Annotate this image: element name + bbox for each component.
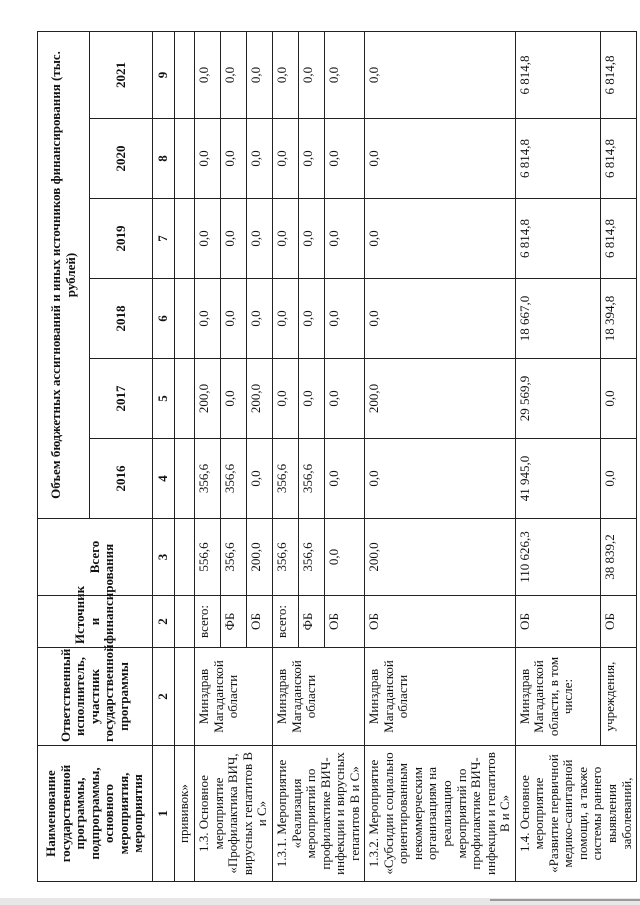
value-cell: 0,0 bbox=[325, 279, 365, 359]
column-number: 7 bbox=[153, 199, 175, 279]
executor-cell: Минздрав Магаданской области bbox=[195, 648, 273, 746]
source-cell: ФБ bbox=[299, 596, 325, 648]
value-cell: 356,6 bbox=[299, 439, 325, 519]
program-name-cell: 1.3.2. Мероприятие «Субсидии социально ориентированным некоммерческим организациям на реализацию мероприятий по профилактике ВИЧ-инфекции и гепатитов В и С» bbox=[365, 746, 515, 882]
header-year: 2021 bbox=[90, 32, 153, 119]
column-number: 3 bbox=[153, 519, 175, 596]
value-cell: 0,0 bbox=[325, 199, 365, 279]
header-year: 2016 bbox=[90, 439, 153, 519]
value-cell: 0,0 bbox=[273, 32, 299, 119]
source-cell: ОБ bbox=[515, 596, 600, 648]
value-cell: 556,6 bbox=[195, 519, 221, 596]
header-volume: Объем бюджетных ассигнований и иных источников финансирования (тыс. рублей) bbox=[38, 32, 90, 519]
continuation-cell: прививок» bbox=[175, 746, 195, 882]
value-cell: 356,6 bbox=[273, 439, 299, 519]
value-cell: 0,0 bbox=[247, 279, 273, 359]
value-cell: 200,0 bbox=[247, 519, 273, 596]
value-cell: 0,0 bbox=[600, 439, 636, 519]
header-year: 2017 bbox=[90, 359, 153, 439]
value-cell: 0,0 bbox=[299, 32, 325, 119]
value-cell: 0,0 bbox=[221, 279, 247, 359]
program-name-cell: 1.3. Основное мероприятие «Профилактика ВИЧ, вирусных гепатитов В и С» bbox=[195, 746, 273, 882]
value-cell: 0,0 bbox=[247, 32, 273, 119]
value-cell: 0,0 bbox=[325, 519, 365, 596]
value-cell: 0,0 bbox=[365, 119, 515, 199]
value-cell: 0,0 bbox=[325, 32, 365, 119]
source-cell: ОБ bbox=[365, 596, 515, 648]
column-number: 5 bbox=[153, 359, 175, 439]
value-cell: 0,0 bbox=[221, 359, 247, 439]
value-cell: 18 667,0 bbox=[515, 279, 600, 359]
value-cell: 0,0 bbox=[600, 359, 636, 439]
value-cell: 41 945,0 bbox=[515, 439, 600, 519]
value-cell: 0,0 bbox=[365, 439, 515, 519]
header-name: Наименование государственной программы, подпрограммы, основного мероприятия, мероприятия bbox=[38, 746, 153, 882]
header-source: Источник и финансирования bbox=[38, 596, 153, 648]
value-cell: 0,0 bbox=[299, 119, 325, 199]
executor-cell: Минздрав Магаданской области bbox=[273, 648, 365, 746]
value-cell: 0,0 bbox=[273, 359, 299, 439]
column-number: 2 bbox=[153, 648, 175, 746]
value-cell: 0,0 bbox=[221, 119, 247, 199]
value-cell: 0,0 bbox=[221, 199, 247, 279]
value-cell: 0,0 bbox=[195, 32, 221, 119]
value-cell: 0,0 bbox=[325, 119, 365, 199]
header-year: 2020 bbox=[90, 119, 153, 199]
executor-cell: Минздрав Магаданской области bbox=[365, 648, 515, 746]
scan-line bbox=[490, 899, 640, 901]
value-cell: 0,0 bbox=[195, 119, 221, 199]
value-cell: 200,0 bbox=[247, 359, 273, 439]
value-cell: 29 569,9 bbox=[515, 359, 600, 439]
executor-cell: учреждения, bbox=[600, 648, 636, 746]
value-cell: 0,0 bbox=[325, 359, 365, 439]
program-name-cell: 1.3.1. Мероприятие «Реализация мероприятий по профилактике ВИЧ-инфекции и вирусных гепатитов В и С» bbox=[273, 746, 365, 882]
value-cell: 200,0 bbox=[365, 359, 515, 439]
value-cell: 0,0 bbox=[365, 279, 515, 359]
source-cell: ОБ bbox=[247, 596, 273, 648]
value-cell: 6 814,8 bbox=[600, 32, 636, 119]
source-cell: всего: bbox=[195, 596, 221, 648]
column-number: 1 bbox=[153, 746, 175, 882]
column-number: 6 bbox=[153, 279, 175, 359]
value-cell: 6 814,8 bbox=[515, 32, 600, 119]
executor-cell: Минздрав Магаданской области, в том числе: bbox=[515, 648, 600, 746]
header-executor: Ответственный исполнитель, участник государственной программы bbox=[38, 648, 153, 746]
value-cell: 0,0 bbox=[365, 32, 515, 119]
value-cell: 356,6 bbox=[221, 439, 247, 519]
value-cell: 356,6 bbox=[299, 519, 325, 596]
column-number: 2 bbox=[153, 596, 175, 648]
value-cell: 0,0 bbox=[247, 439, 273, 519]
value-cell: 0,0 bbox=[221, 32, 247, 119]
value-cell: 6 814,8 bbox=[515, 199, 600, 279]
value-cell: 200,0 bbox=[195, 359, 221, 439]
source-cell: всего: bbox=[273, 596, 299, 648]
program-name-cell: 1.4. Основное мероприятие «Развитие первичной медико-санитарной помощи, а также системы раннего выявления заболеваний, bbox=[515, 746, 636, 882]
value-cell: 0,0 bbox=[273, 279, 299, 359]
value-cell: 0,0 bbox=[299, 199, 325, 279]
source-cell: ФБ bbox=[221, 596, 247, 648]
value-cell: 356,6 bbox=[195, 439, 221, 519]
value-cell: 0,0 bbox=[273, 119, 299, 199]
column-number: 9 bbox=[153, 32, 175, 119]
value-cell: 0,0 bbox=[325, 439, 365, 519]
value-cell: 0,0 bbox=[247, 119, 273, 199]
value-cell: 0,0 bbox=[247, 199, 273, 279]
source-cell: ОБ bbox=[600, 596, 636, 648]
value-cell: 0,0 bbox=[195, 199, 221, 279]
value-cell: 18 394,8 bbox=[600, 279, 636, 359]
header-year: 2018 bbox=[90, 279, 153, 359]
value-cell: 38 839,2 bbox=[600, 519, 636, 596]
column-number: 8 bbox=[153, 119, 175, 199]
value-cell: 0,0 bbox=[195, 279, 221, 359]
header-year: 2019 bbox=[90, 199, 153, 279]
financing-table bbox=[37, 31, 637, 882]
value-cell: 200,0 bbox=[365, 519, 515, 596]
rotated-table-wrapper bbox=[37, 32, 637, 882]
header-total: Всего bbox=[38, 519, 153, 596]
value-cell: 0,0 bbox=[299, 279, 325, 359]
source-cell: ОБ bbox=[325, 596, 365, 648]
value-cell: 6 814,8 bbox=[600, 119, 636, 199]
value-cell: 110 626,3 bbox=[515, 519, 600, 596]
value-cell: 6 814,8 bbox=[600, 199, 636, 279]
value-cell: 356,6 bbox=[221, 519, 247, 596]
value-cell: 0,0 bbox=[299, 359, 325, 439]
value-cell: 6 814,8 bbox=[515, 119, 600, 199]
value-cell: 356,6 bbox=[273, 519, 299, 596]
column-number: 4 bbox=[153, 439, 175, 519]
value-cell: 0,0 bbox=[273, 199, 299, 279]
value-cell: 0,0 bbox=[365, 199, 515, 279]
